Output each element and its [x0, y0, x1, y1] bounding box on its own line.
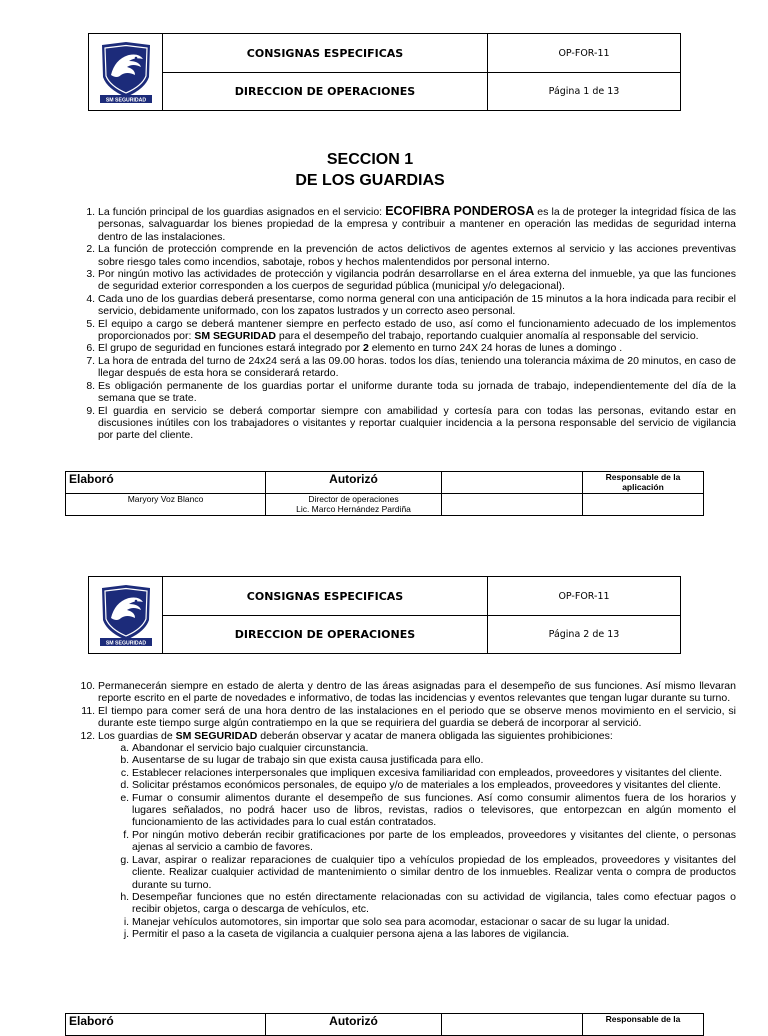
header-subtitle: DIRECCION DE OPERACIONES: [163, 73, 488, 111]
list-item: j. Permitir el paso a la caseta de vigilancia a cualquier persona ajena a las labores de vigilancia.: [132, 928, 736, 940]
list-item: b. Ausentarse de su lugar de trabajo sin que exista causa justificada para ello.: [132, 754, 736, 766]
list-item: 4. Cada uno de los guardias deberá presentarse, como norma general con una anticipación de 15 minutos a la hora indicada para recibir el servicio, debidamente uniformado, con los zapatos lustrados y un correcto aseo personal.: [98, 293, 736, 318]
autorizo-value: Director de operaciones Lic. Marco Hernández Pardiña: [266, 494, 442, 516]
elaboro-label: Elaboró: [66, 1014, 266, 1036]
autorizo-label: Autorizó: [266, 472, 442, 494]
list-item: i. Manejar vehículos automotores, sin importar que solo sea para acomodar, estacionar o sacar de su lugar la unidad.: [132, 916, 736, 928]
page-number: Página 1 de 13: [488, 73, 681, 111]
section-subtitle: DE LOS GUARDIAS: [295, 172, 445, 189]
responsable-label: Responsable de la aplicación: [583, 472, 704, 494]
list-item: 5. El equipo a cargo se deberá mantener siempre en perfecto estado de uso, así como el funcionamiento adecuado de los implementos proporcionados por: SM SEGURIDAD para el desempeño del trabajo, reportando cualquier anomalía al responsable del servicio.: [98, 318, 736, 343]
responsable-value: [583, 494, 704, 516]
list-item: g. Lavar, aspirar o realizar reparaciones de cualquier tipo a vehículos propiedad de los empleados, proveedores y visitantes del cliente. Realizar cualquier actividad de mantenimiento o similar dentro de los inmuebles. Realizar venta o compra de productos durante su turno.: [132, 854, 736, 891]
signature-table: [65, 471, 704, 516]
list-item: c. Establecer relaciones interpersonales que impliquen excesiva familiaridad con empleados, proveedores y visitantes del cliente.: [132, 767, 736, 779]
form-code: OP-FOR-11: [488, 577, 681, 616]
prohibitions-list: [98, 742, 736, 941]
list-item: 3. Por ningún motivo las actividades de protección y vigilancia podrán desarrollarse en el área externa del inmueble, ya que las funciones de seguridad exterior corresponden a los cuerpos de seguridad pública (municipal y/o delegacional).: [98, 268, 736, 293]
list-item: 1. La función principal de los guardias asignados en el servicio: ECOFIBRA PONDEROSA es la de proteger la integridad física de las personas, salvaguardar los bienes propiedad de la empresa y contribuir a mantener en operación las medidas de seguridad interna dentro de las instalaciones.: [98, 205, 736, 243]
page-number: Página 2 de 13: [488, 616, 681, 654]
header-subtitle: DIRECCION DE OPERACIONES: [163, 616, 488, 654]
page-2-header: [88, 576, 681, 654]
signature-blank: [442, 1014, 583, 1036]
page-1-header: [88, 33, 681, 111]
list-item: d. Solicitar préstamos económicos personales, de equipo y/o de materiales a los empleados, proveedores y visitantes del cliente.: [132, 779, 736, 791]
guard-rules-list: [64, 205, 736, 442]
header-title: CONSIGNAS ESPECIFICAS: [163, 34, 488, 73]
list-item: h. Desempeñar funciones que no estén directamente relacionadas con su actividad de vigilancia, tales como efectuar pagos o recibir objetos, carga o descarga de vehículos, etc.: [132, 891, 736, 916]
logo-text: SM SEGURIDAD: [105, 640, 146, 646]
guard-rules-list-continued: [64, 680, 736, 941]
list-item: 10. Permanecerán siempre en estado de alerta y dentro de las áreas asignadas para el desempeño de sus funciones. Así mismo llevaran reporte escrito en el parte de novedades e informativo, de todas las incidencias y eventos relevantes que tengan lugar durante su turno.: [98, 680, 736, 705]
signature-blank: [442, 494, 583, 516]
elaboro-value: Maryory Voz Blanco: [66, 494, 266, 516]
company-logo: [89, 34, 163, 111]
elaboro-label: Elaboró: [66, 472, 266, 494]
company-logo: [89, 577, 163, 654]
list-item: f. Por ningún motivo deberán recibir gratificaciones por parte de los empleados, proveedores y visitantes del cliente, o personas ajenas al servicio a cambio de favores.: [132, 829, 736, 854]
signature-blank: [442, 472, 583, 494]
form-code: OP-FOR-11: [488, 34, 681, 73]
list-item: 11. El tiempo para comer será de una hora dentro de las instalaciones en el periodo que se observe menos movimiento en el servicio, si durante este tiempo surge algún contratiempo en la que se requiriera del guardia se deberá de incorporar al servició.: [98, 705, 736, 730]
list-item: 12. Los guardias de SM SEGURIDAD deberán observar y acatar de manera obligada las siguientes prohibiciones: a. Abandonar el servicio bajo cualquier circunstancia. b. Ausentarse de su lugar de trabajo sin que exista causa justificada para ello. c. Establecer relaciones interpersonales que impliquen excesiva familiaridad con empleados, proveedores y visitantes del cliente. d. Solicitar préstamos económicos personales, de equipo y/o de materiales a los empleados, proveedores y visitantes del cliente. e. Fumar o consumir alimentos durante el desempeño de sus funciones. Así como consumir alimentos fuera de los horarios y lugares señalados, no podrá hacer uso de libros, revistas, radios o televisores, que entorpezcan en algún momento el funcionamiento de las actividades para lo cual están contratados. f. Por ningún motivo deberán recibir gratificaciones por parte de los empleados, proveedores y visitantes del cliente, o personas ajenas al servicio a cambio de favores. g. Lavar, aspirar o realizar reparaciones de cualquier tipo a vehículos propiedad de los empleados, proveedores y visitantes del cliente. Realizar cualquier actividad de mantenimiento o similar dentro de los inmuebles. Realizar venta o compra de productos durante su turno. h. Desempeñar funciones que no estén directamente relacionadas con su actividad de vigilancia, tales como efectuar pagos o recibir objetos, carga o descarga de vehículos, etc. i. Manejar vehículos automotores, sin importar que solo sea para acomodar, estacionar o sacar de su lugar la unidad. j. Permitir el paso a la caseta de vigilancia a cualquier persona ajena a las labores de vigilancia.: [98, 730, 736, 941]
autorizo-label: Autorizó: [266, 1014, 442, 1036]
list-item: 2. La función de protección comprende en la prevención de actos delictivos de agentes externos al servicio y las acciones preventivas sobre riesgo tales como incendios, sabotaje, robos y hechos malentendidos por personal interno.: [98, 243, 736, 268]
shield-eagle-icon: [99, 584, 153, 646]
list-item: 7. La hora de entrada del turno de 24x24 será a las 09.00 horas. todos los días, teniendo una tolerancia máxima de 20 minutos, en caso de llegar después de esta hora se considerará retardo.: [98, 355, 736, 380]
list-item: 9. El guardia en servicio se deberá comportar siempre con amabilidad y cortesía para con todas las personas, evitando estar en discusiones inútiles con los trabajadores o visitantes y reportar cualquier incidencia a la persona responsable del servicio de vigilancia por parte del cliente.: [98, 405, 736, 442]
list-item: a. Abandonar el servicio bajo cualquier circunstancia.: [132, 742, 736, 754]
shield-eagle-icon: [99, 41, 153, 103]
logo-text: SM SEGURIDAD: [105, 97, 146, 103]
list-item: 8. Es obligación permanente de los guardias portar el uniforme durante toda su jornada de trabajo, independientemente del día de la semana que se trate.: [98, 380, 736, 405]
responsable-label: Responsable de la: [583, 1014, 704, 1036]
list-item: 6. El grupo de seguridad en funciones estará integrado por 2 elemento en turno 24X 24 horas de lunes a domingo .: [98, 342, 736, 354]
header-title: CONSIGNAS ESPECIFICAS: [163, 577, 488, 616]
signature-table: [65, 1013, 704, 1036]
client-name: ECOFIBRA PONDEROSA: [385, 204, 535, 218]
list-item: e. Fumar o consumir alimentos durante el desempeño de sus funciones. Así como consumir alimentos fuera de los horarios y lugares señalados, no podrá hacer uso de libros, revistas, radios o televisores, que entorpezcan en algún momento el funcionamiento de las actividades para lo cual están contratados.: [132, 792, 736, 829]
section-title: SECCION 1: [326, 151, 414, 168]
